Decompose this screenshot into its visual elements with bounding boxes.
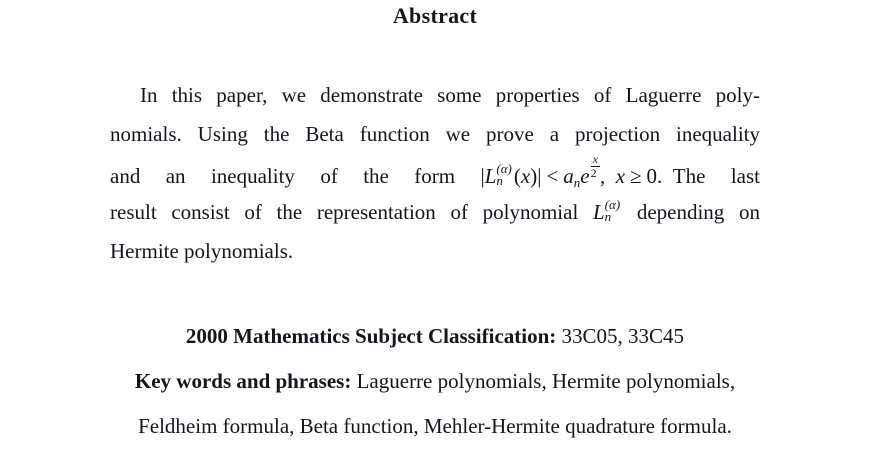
math-var-x: x: [615, 164, 626, 188]
math-var-x: x: [520, 164, 531, 188]
abstract-line-1: In this paper, we demonstrate some properties of Laguerre poly-: [140, 83, 760, 107]
math-paren-open: (: [513, 164, 521, 188]
classification-label: 2000 Mathematics Subject Classification:: [185, 324, 557, 348]
math-comma: ,: [599, 164, 606, 188]
math-var-L: L: [484, 164, 497, 188]
keywords-line-2: Feldheim formula, Beta function, Mehler-Hermite quadrature formula.: [138, 414, 732, 438]
text-run: The last: [672, 164, 761, 188]
abs-bar-open: |: [480, 164, 485, 188]
math-laguerre-expression: [480, 152, 663, 190]
keywords-label: Key words and phrases:: [134, 369, 352, 393]
math-subscript-n: n: [573, 175, 581, 190]
math-supsub: [496, 163, 511, 187]
math-var-e: e: [580, 164, 590, 188]
math-greater-equal: ≥: [630, 164, 642, 188]
math-supsub: [605, 199, 620, 223]
math-exponent-fraction: [591, 154, 600, 179]
math-laguerre-symbol: [592, 197, 622, 224]
fraction-numerator: x: [592, 152, 598, 166]
keywords-line-1: [0, 359, 870, 404]
classification-codes: 33C05, 33C45: [556, 324, 685, 348]
math-superscript-alpha: (α): [604, 197, 621, 212]
abstract-paragraph: [110, 76, 760, 271]
fraction-denominator: 2: [590, 166, 597, 180]
abs-bar-close: |: [537, 164, 542, 188]
abstract-heading: Abstract: [392, 3, 478, 28]
math-subscript-n: n: [604, 209, 612, 224]
math-superscript-alpha: (α): [496, 161, 512, 176]
abstract-line-2: nomials. Using the Beta function we prove a projection inequality: [110, 122, 760, 146]
paper-metadata: [0, 314, 870, 449]
math-var-L: L: [592, 200, 605, 224]
abstract-line-4: [110, 193, 760, 232]
abstract-line-3: [110, 154, 760, 193]
text-run: depending on: [622, 200, 760, 224]
keywords-values: Laguerre polynomials, Hermite polynomials,: [351, 369, 736, 393]
math-var-a: a: [563, 164, 574, 188]
text-run: result consist of the representation of polynomial: [110, 200, 593, 224]
subject-classification-line: [0, 314, 870, 359]
abstract-line-5: Hermite polynomials.: [110, 239, 294, 263]
math-subscript-n: n: [496, 173, 503, 188]
math-paren-close: ): [530, 164, 538, 188]
text-run: and an inequality of the form: [110, 164, 481, 188]
math-less-than: <: [546, 164, 559, 188]
math-zero: 0.: [646, 164, 663, 188]
